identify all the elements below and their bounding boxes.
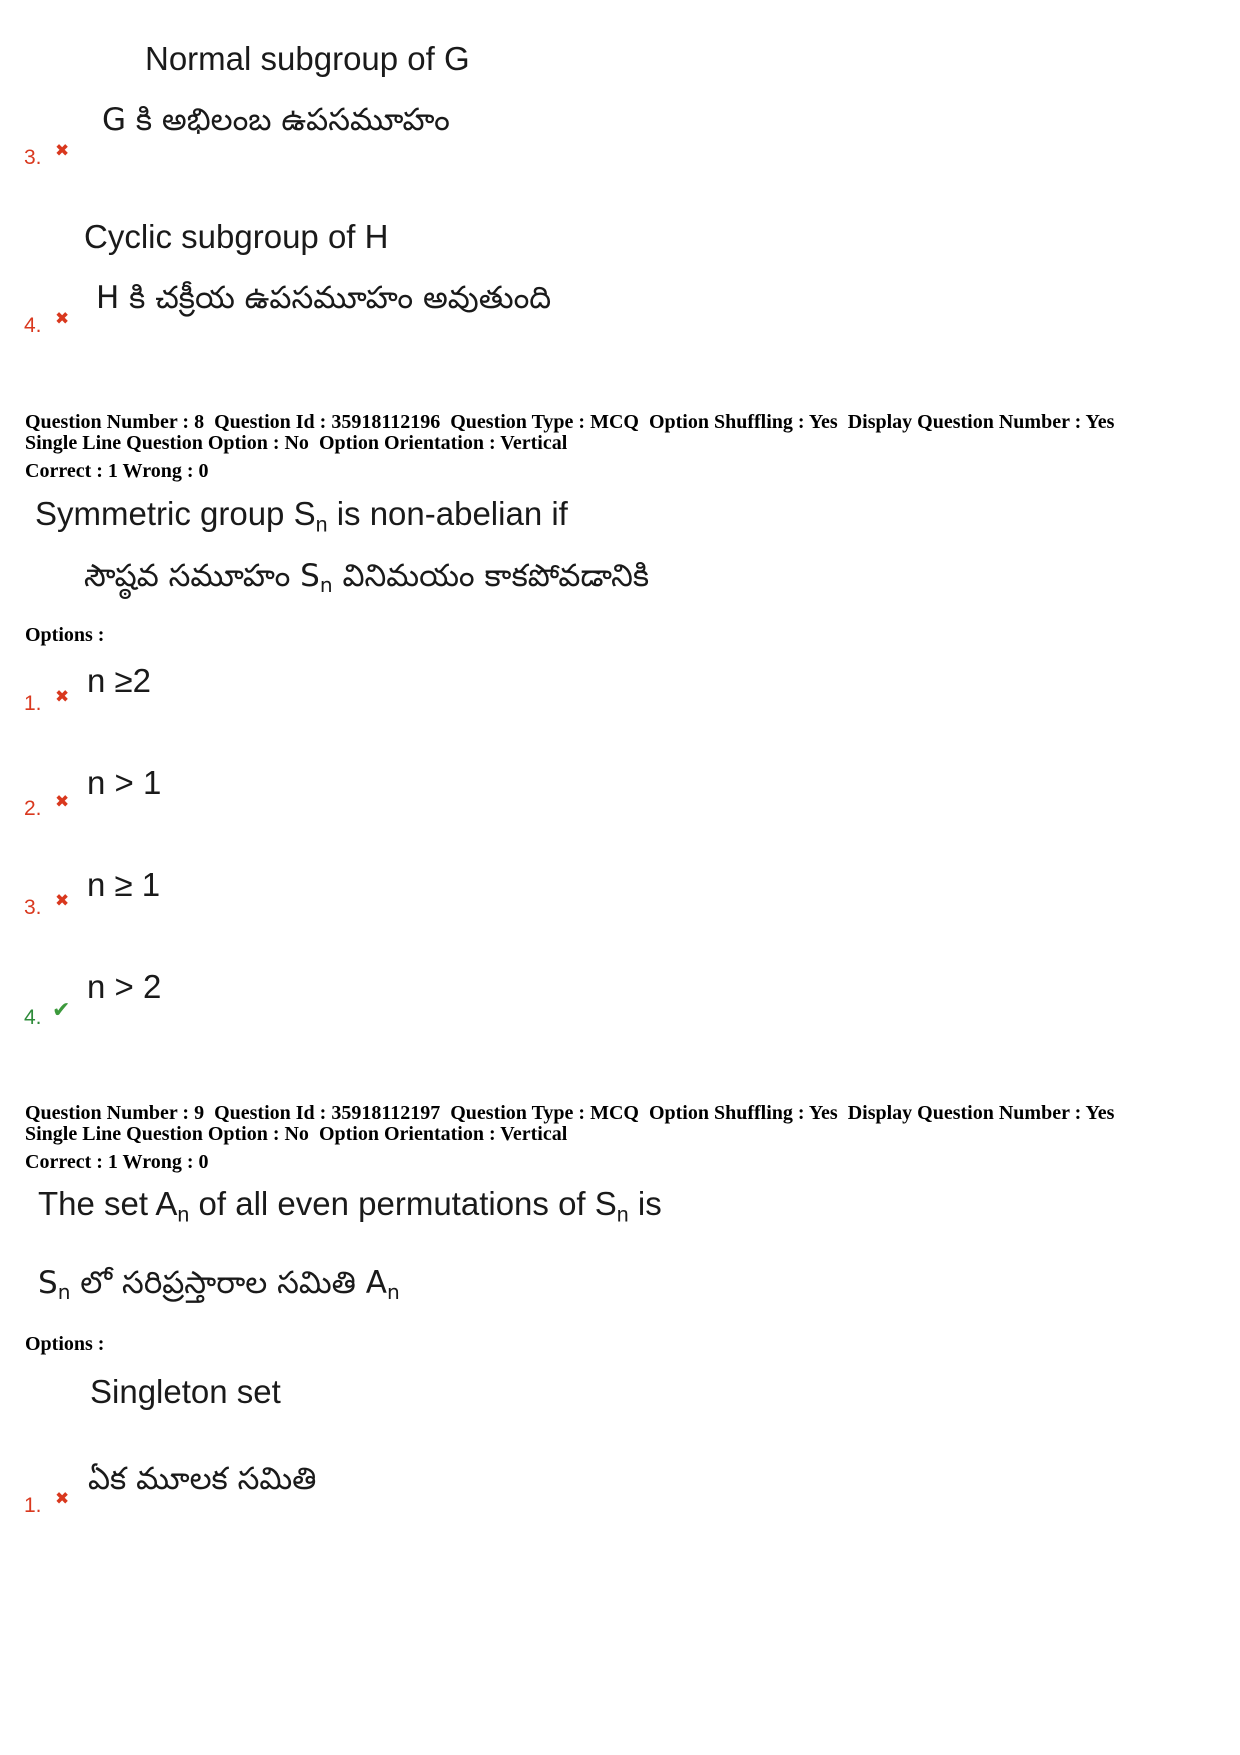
cross-icon: ✖ xyxy=(55,792,70,812)
cross-icon: ✖ xyxy=(55,309,70,329)
prev-option-3-number: 3. xyxy=(24,146,42,169)
cross-icon: ✖ xyxy=(55,891,70,911)
q8-question-telugu: సౌష్ఠవ సమూహం $S_n$ వినిమయం కాకపోవడానికి xyxy=(84,558,650,598)
prev-option-4-english: Cyclic subgroup of H xyxy=(84,218,389,255)
q9-marks: Correct : 1 Wrong : 0 xyxy=(25,1151,209,1173)
prev-option-3-english: Normal subgroup of G xyxy=(145,40,470,77)
q9-question-english: The set $A_n$ of all even permutations of $S_n$ is xyxy=(38,1185,662,1227)
cross-icon: ✖ xyxy=(55,141,70,161)
prev-option-4-telugu: H కి చక్రీయ ఉపసమూహం అవుతుంది xyxy=(96,280,552,316)
q8-meta-line-1: Question Number : 8 Question Id : 35918112196 Question Type : MCQ Option Shuffling : Yes Display Question Number : Yes xyxy=(25,411,1115,433)
q8-option-1-text: n ≥2 xyxy=(87,662,151,699)
q8-option-4-text: n > 2 xyxy=(87,968,162,1005)
q8-meta-line-2: Single Line Question Option : No Option Orientation : Vertical xyxy=(25,432,568,454)
q8-option-4-number: 4. xyxy=(24,1006,42,1029)
q9-meta-line-1: Question Number : 9 Question Id : 35918112197 Question Type : MCQ Option Shuffling : Yes Display Question Number : Yes xyxy=(25,1102,1115,1124)
q9-meta-line-2: Single Line Question Option : No Option Orientation : Vertical xyxy=(25,1123,568,1145)
cross-icon: ✖ xyxy=(55,687,70,707)
check-icon: ✔ xyxy=(52,998,71,1023)
q8-option-3-number: 3. xyxy=(24,896,42,919)
q8-option-1-number: 1. xyxy=(24,692,42,715)
q8-option-2-text: n > 1 xyxy=(87,764,162,801)
q8-option-3-text: n ≥ 1 xyxy=(87,866,161,903)
q8-options-label: Options : xyxy=(25,624,105,646)
q8-question-english: Symmetric group $S_n$ is non-abelian if xyxy=(35,495,568,537)
prev-option-3-telugu: G కి అభిలంబ ఉపసమూహం xyxy=(102,102,450,138)
q9-option-1-telugu: ఏక మూలక సమితి xyxy=(88,1461,317,1497)
q8-option-2-number: 2. xyxy=(24,797,42,820)
q8-marks: Correct : 1 Wrong : 0 xyxy=(25,460,209,482)
cross-icon: ✖ xyxy=(55,1489,70,1509)
q9-option-1-english: Singleton set xyxy=(90,1373,281,1410)
q9-option-1-number: 1. xyxy=(24,1494,42,1517)
q9-question-telugu: $S_n$ లో సరిప్రస్తారాల సమితి $A_n$ xyxy=(38,1265,400,1305)
prev-option-4-number: 4. xyxy=(24,314,42,337)
q9-options-label: Options : xyxy=(25,1333,105,1355)
